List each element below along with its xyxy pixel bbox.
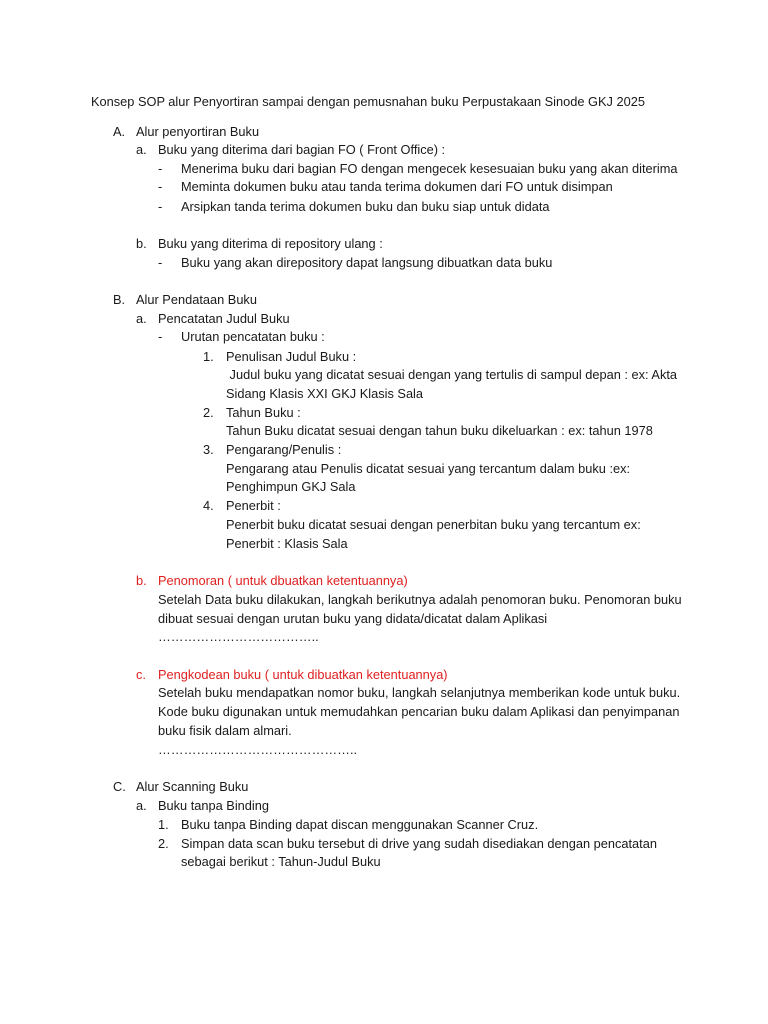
numbered-item-text: Penerbit : Klasis Sala xyxy=(226,536,348,551)
numbered-item-text: Buku tanpa Binding dapat discan menggunakan Scanner Cruz. xyxy=(181,817,539,832)
section-b-a-marker: a. xyxy=(136,311,147,326)
dash-marker: - xyxy=(158,255,163,270)
section-a-heading: Alur penyortiran Buku xyxy=(136,124,260,139)
section-b-marker: B. xyxy=(113,292,126,307)
numbered-item-text: Sidang Klasis XXI GKJ Klasis Sala xyxy=(226,386,424,401)
numbered-item-label: Tahun Buku : xyxy=(226,405,301,420)
section-a-a-marker: a. xyxy=(136,142,147,157)
placeholder-dots: ……………………………….. xyxy=(158,629,319,644)
number-marker: 1. xyxy=(158,817,169,832)
section-c-a-heading: Buku tanpa Binding xyxy=(158,798,269,813)
list-item: Buku yang akan direpository dapat langsung dibuatkan data buku xyxy=(181,255,553,270)
numbered-item-text: Judul buku yang dicatat sesuai dengan yang tertulis di sampul depan : ex: Akta xyxy=(226,367,678,382)
paragraph-line: Setelah buku mendapatkan nomor buku, langkah selanjutnya memberikan kode untuk buku. xyxy=(158,685,681,700)
numbered-item-text: Penerbit buku dicatat sesuai dengan penerbitan buku yang tercantum ex: xyxy=(226,517,641,532)
section-a-marker: A. xyxy=(113,124,126,139)
numbered-item-text: sebagai berikut : Tahun-Judul Buku xyxy=(181,854,381,869)
section-a-b-marker: b. xyxy=(136,236,147,251)
dash-marker: - xyxy=(158,161,163,176)
dash-marker: - xyxy=(158,179,163,194)
section-b-b-heading: Penomoran ( untuk dbuatkan ketentuannya) xyxy=(158,573,408,588)
paragraph-line: buku fisik dalam almari. xyxy=(158,723,292,738)
dash-marker: - xyxy=(158,199,163,214)
number-marker: 2. xyxy=(158,836,169,851)
paragraph-line: Setelah Data buku dilakukan, langkah berikutnya adalah penomoran buku. Penomoran buku xyxy=(158,592,682,607)
section-c-heading: Alur Scanning Buku xyxy=(136,779,249,794)
placeholder-dots: ……………………………………….. xyxy=(158,742,358,757)
dash-marker: - xyxy=(158,329,163,344)
number-marker: 3. xyxy=(203,442,214,457)
numbered-item-label: Penulisan Judul Buku : xyxy=(226,349,357,364)
number-marker: 1. xyxy=(203,349,214,364)
section-b-c-marker: c. xyxy=(136,667,146,682)
section-a-b-heading: Buku yang diterima di repository ulang : xyxy=(158,236,383,251)
numbered-item-text: Tahun Buku dicatat sesuai dengan tahun buku dikeluarkan : ex: tahun 1978 xyxy=(226,423,653,438)
list-item: Urutan pencatatan buku : xyxy=(181,329,325,344)
numbered-item-text: Simpan data scan buku tersebut di drive yang sudah disediakan dengan pencatatan xyxy=(181,836,657,851)
numbered-item-label: Pengarang/Penulis : xyxy=(226,442,342,457)
numbered-item-text: Pengarang atau Penulis dicatat sesuai yang tercantum dalam buku :ex: xyxy=(226,461,631,476)
section-b-c-heading: Pengkodean buku ( untuk dibuatkan ketentuannya) xyxy=(158,667,448,682)
paragraph-line: Kode buku digunakan untuk memudahkan pencarian buku dalam Aplikasi dan penyimpanan xyxy=(158,704,680,719)
number-marker: 4. xyxy=(203,498,214,513)
numbered-item-text: Penghimpun GKJ Sala xyxy=(226,479,356,494)
list-item: Meminta dokumen buku atau tanda terima dokumen dari FO untuk disimpan xyxy=(181,179,613,194)
section-c-marker: C. xyxy=(113,779,126,794)
document-title: Konsep SOP alur Penyortiran sampai dengan pemusnahan buku Perpustakaan Sinode GKJ 2025 xyxy=(91,94,645,109)
section-a-a-heading: Buku yang diterima dari bagian FO ( Front Office) : xyxy=(158,142,446,157)
paragraph-line: dibuat sesuai dengan urutan buku yang didata/dicatat dalam Aplikasi xyxy=(158,611,548,626)
section-c-a-marker: a. xyxy=(136,798,147,813)
number-marker: 2. xyxy=(203,405,214,420)
list-item: Menerima buku dari bagian FO dengan mengecek kesesuaian buku yang akan diterima xyxy=(181,161,678,176)
section-b-a-heading: Pencatatan Judul Buku xyxy=(158,311,290,326)
section-b-heading: Alur Pendataan Buku xyxy=(136,292,257,307)
numbered-item-label: Penerbit : xyxy=(226,498,281,513)
list-item: Arsipkan tanda terima dokumen buku dan buku siap untuk didata xyxy=(181,199,550,214)
section-b-b-marker: b. xyxy=(136,573,147,588)
